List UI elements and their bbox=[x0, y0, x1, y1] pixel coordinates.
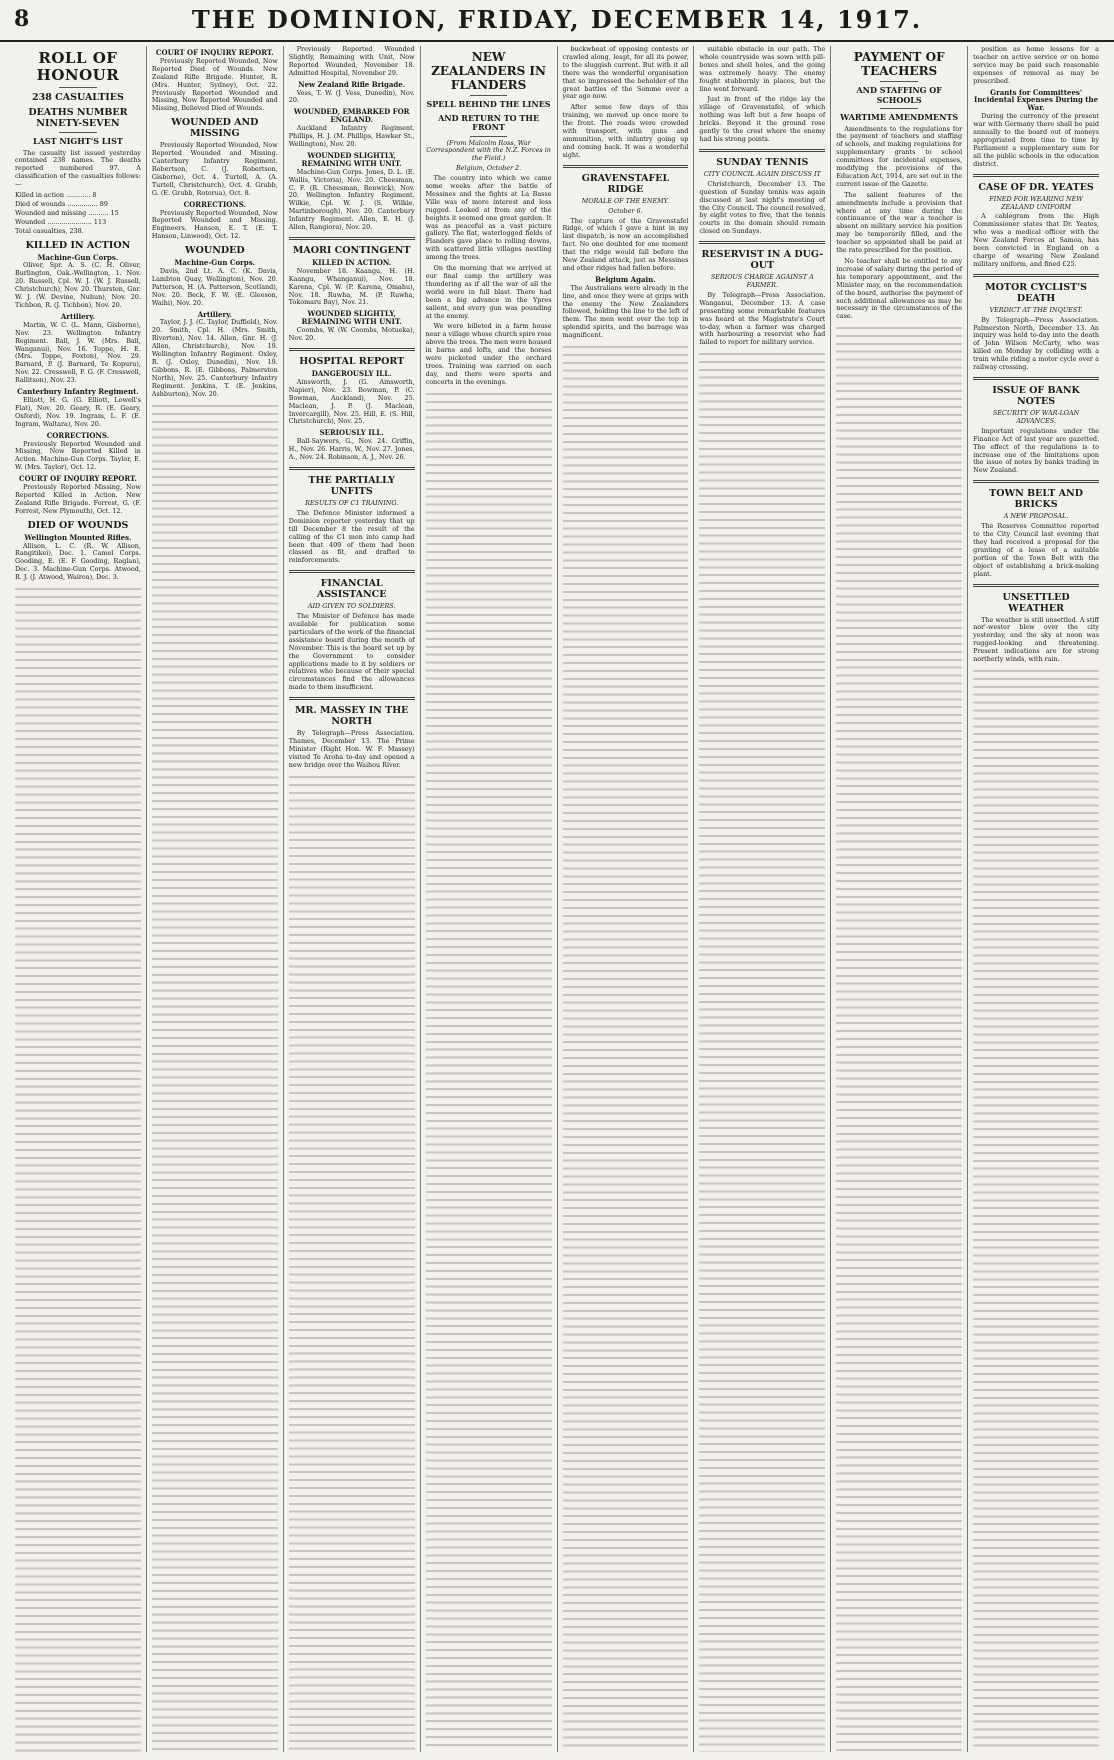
gravenstafel-sub: MORALE OF THE ENEMY. bbox=[581, 196, 670, 205]
column-1 bbox=[10, 46, 147, 1752]
grants-heading: Grants for Committees' Incidental Expenses During the War. bbox=[974, 87, 1099, 113]
column-filler bbox=[15, 585, 141, 1752]
financial-sub: AID GIVEN TO SOLDIERS. bbox=[307, 602, 396, 611]
column-4 bbox=[421, 46, 558, 1752]
hospital-heading: HOSPITAL REPORT bbox=[299, 356, 405, 367]
article-text: By Telegraph—Press Association. Palmerston North, December 13. An inquiry was held to-day into the death of John Wilson McCarty, who was killed on Monday by colliding with a train while riding a motor cycle over a railway crossing. bbox=[973, 315, 1099, 372]
intro-text: Previously Reported Wounded Slightly, Remaining with Unit, Now Reported Wounded, November 18. Admitted Hospital, November 29. bbox=[288, 46, 415, 77]
partial-unfits-heading: THE PARTIALLY UNFITS bbox=[308, 474, 395, 497]
wounded-missing-text: Previously Reported Wounded, Now Reported Wounded and Missing. Canterbury Infantry Regiment. Robertson, C. (J. Robertson, Gisborne), Oct. 4. Turtell, A. (A. Turtell, Christchurch), Oct. 4. Grubb, G. (E. Grubb, Rotorua), Oct. 8. bbox=[151, 141, 278, 197]
article-text: Just in front of the ridge lay the village of Gravenstafel, of which nothing was left but a few heaps of bricks. Beyond it the ground rose gently to the crest where the enemy had his strong points. bbox=[699, 95, 826, 143]
casualty-row: Killed in action ............ 8 bbox=[15, 191, 97, 200]
column-2 bbox=[147, 46, 284, 1752]
column-filler bbox=[699, 350, 825, 1752]
byline: (From Malcolm Ross, War Correspondent with the N.Z. Forces in the Field.) bbox=[426, 138, 551, 163]
motor-sub: VERDICT AT THE INQUEST. bbox=[989, 305, 1083, 314]
dateline: Belgium, October 2. bbox=[455, 164, 522, 173]
unit-heading: Wellington Mounted Rifles. bbox=[24, 532, 132, 542]
article-text: The Australians were already in the line, and once they were at grips with the enemy the New Zealanders followed, holding the line to the left of them. The men went over the top in splendid spirits, and the barrage was magnificent. bbox=[562, 283, 689, 340]
roll-of-honour-heading: ROLL OF HONOUR bbox=[36, 49, 120, 84]
page-number: 8 bbox=[14, 6, 30, 32]
casualties-heading: 238 CASUALTIES bbox=[32, 92, 124, 103]
maori-text: Coombs, W. (W. Coombs, Motueka), Nov. 20. bbox=[288, 326, 415, 343]
court-heading: COURT OF INQUIRY REPORT. bbox=[19, 474, 137, 484]
maori-wounded: WOUNDED SLIGHTLY, REMAINING WITH UNIT. bbox=[301, 309, 402, 327]
last-list-heading: LAST NIGHT'S LIST bbox=[33, 136, 123, 146]
motor-heading: MOTOR CYCLIST'S DEATH bbox=[985, 281, 1088, 304]
article-text: Important regulations under the Finance Act of last year are gazetted. The effect of the regulations is to increase one of the limitations upon the issue of notes by banks trading in New Zealand. bbox=[973, 426, 1099, 475]
unit-heading: Artillery. bbox=[197, 309, 232, 319]
article-text: The capture of the Gravenstafel Ridge, of which I gave a hint in my last dispatch, is now an accomplished fact. No one doubted for one moment that the ridge would fall before the New Zealand attack, just as Messines and other ridges had fallen before. bbox=[562, 216, 689, 272]
article-text: A cablegram from the High Commissioner states that Dr. Yeates, who was a medical officer with the New Zealand Forces at Samoa, has been convicted in England on a charge of wearing New Zealand military uniform, and fined £25. bbox=[973, 212, 1099, 268]
casualty-text: Elliott, H. G. (G. Elliott, Lowell's Flat), Nov. 20. Geary, R. (E. Geary, Oxford), Nov. 19. Ingram, L. F. (E. Ingram, Waltara), Nov. 20. bbox=[15, 395, 141, 428]
remaining-heading: WOUNDED SLIGHTLY, REMAINING WITH UNIT. bbox=[301, 150, 402, 168]
column-8 bbox=[968, 46, 1104, 1752]
casualty-row: Total casualties, 238. bbox=[15, 226, 84, 235]
column-filler bbox=[836, 324, 962, 1752]
casualty-text: Martin, W. C. (L. Mann, Gisborne), Nov. 23. Wellington Infantry Regiment. Ball, J. W. (Mrs. Ball, Wanganui), Nov. 16. Toppe, H. E. (Mrs. Toppe, Foxton), Nov. 29. Barnard, P. (J. Barnard, Te Kopuru), Nov. 22. Cresswell, F. G. (F. Cresswell, Rallitson), Nov. 23. bbox=[15, 320, 141, 385]
corrections-text: Previously Reported Wounded and Missing, Now Reported Killed in Action. Machine-Gun Corps. Taylor, E. W. (Mrs. Taylor), Oct. 12. bbox=[15, 439, 141, 472]
hospital-text: Ainsworth, J. (G. Ainsworth, Napier), Nov. 23. Bowman, P. (C. Bowman, Auckland), Nov. 25. Maclean, J. P. (J. Maclean, Invercargill), Nov. 25. Hill, E. (S. Hill, Christchurch), Nov. 25. bbox=[288, 377, 415, 426]
corrections-heading: CORRECTIONS. bbox=[46, 430, 110, 440]
casualty-text: Auckland Infantry Regiment. Phillips, H. J. (M. Phillips, Hawker St., Wellington), Nov. 20. bbox=[288, 124, 415, 148]
article-text: Amendments to the regulations for the payment of teachers and staffing of schools, and making regulations for supplementary grants to school committees for incidental expenses, modifying the provisions of the Education Act, 1914, are set out in the current issue of the Gazette. bbox=[836, 124, 963, 188]
tennis-sub: CITY COUNCIL AGAIN DISCUSS IT bbox=[703, 169, 821, 178]
teachers-heading: PAYMENT OF TEACHERS bbox=[853, 50, 945, 78]
article-text: suitable obstacle in our path. The whole countryside was sown with pill-boxes and shell holes, and the going was extremely heavy. The enemy fought stubbornly in places, but the line went forward. bbox=[699, 46, 826, 93]
court-text: Previously Reported Missing, Now Reported Killed in Action. New Zealand Rifle Brigade. Forrest, G. (F. Forrest, New Plymouth), Oct. 12. bbox=[15, 483, 141, 515]
column-filler bbox=[426, 390, 552, 1752]
article-text: buckwheat of opposing contests or crawled along, leapt, for all its power, to the sluggish current. But with it all there was the wonderful organisation that so impressed the beholder of the great battles of the Somme over a year ago now. bbox=[562, 46, 689, 101]
article-text: On the morning that we arrived at our final camp the artillery was thundering as if all the war of all the world were in full blast. There had been a big advance in the Ypres salient, and every gun was pounding at the enemy. bbox=[425, 264, 552, 320]
seriously-text: Ball-Saywers, G., Nov. 24. Griffin, H., Nov. 26. Harris, W., Nov. 27. Jones, A., Nov. 24. Robinson, A. J., Nov. 26. bbox=[288, 437, 415, 462]
column-filler bbox=[973, 667, 1099, 1752]
article-text: The Reserves Committee reported to the City Council last evening that they had received a proposal for the granting of a lease of a suitable portion of the Town Belt with the object of establishing a brick-making plant. bbox=[973, 522, 1099, 578]
casualty-row: Wounded and missing .......... 15 bbox=[15, 208, 119, 217]
partial-unfits-text: The Defence Minister informed a Dominion reporter yesterday that up till December 8 the result of the calling of the C1 men into camp had been that 409 of them had been classed as fit, and drafted to reinforcements. bbox=[288, 508, 415, 565]
dugout-sub: SERIOUS CHARGE AGAINST A FARMER. bbox=[710, 273, 814, 290]
article-text: The country into which we came some weeks after the battle of Messines and the fights at La Basse Ville was of more interest and less rugged. Looked at from any of the heights it seemed one great garden. It was as peaceful as a vast picture gallery. The flat, waterlogged fields of Flanders gave place to rolling downs, with scattered little villages nestling among the trees. bbox=[425, 174, 552, 262]
teachers-sub: AND STAFFING OF SCHOOLS bbox=[856, 85, 942, 105]
died-heading: DIED OF WOUNDS bbox=[27, 519, 129, 531]
flanders-sub2: AND RETURN TO THE FRONT bbox=[438, 112, 540, 132]
article-text: The salient features of the amendments include a provision that where at any time during the continuance of the war a teacher is absent on military service his position may be temporarily filled, and the teacher so appointed shall be paid at the rate prescribed for the position. bbox=[836, 190, 963, 255]
casualty-row: Died of wounds ............... 89 bbox=[15, 199, 108, 208]
unit-heading: Machine-Gun Corps. bbox=[174, 258, 256, 268]
seriously-heading: SERIOUSLY ILL. bbox=[319, 428, 384, 438]
yeates-sub: FINED FOR WEARING NEW ZEALAND UNIFORM bbox=[989, 194, 1083, 211]
teachers-sub2: WARTIME AMENDMENTS bbox=[840, 112, 959, 122]
column-filler bbox=[289, 773, 415, 1752]
bank-heading: ISSUE OF BANK NOTES bbox=[992, 385, 1080, 407]
court-heading: COURT OF INQUIRY REPORT. bbox=[155, 48, 274, 57]
column-3 bbox=[284, 46, 421, 1752]
gravenstafel-date: October 6. bbox=[608, 206, 643, 215]
newspaper-columns bbox=[10, 46, 1104, 1752]
killed-heading: KILLED IN ACTION bbox=[25, 239, 131, 251]
article-text: position as home lessons for a teacher on active service or on home service may be paid such reasonable expenses of removal as may be prescribed. bbox=[973, 46, 1099, 85]
column-filler bbox=[152, 402, 278, 1752]
casualty-intro: The casualty list issued yesterday contained 238 names. The deaths reported numbered 97. A classification of the casualties follows:— bbox=[15, 148, 141, 189]
column-7 bbox=[831, 46, 968, 1752]
belt-heading: TOWN BELT AND BRICKS bbox=[989, 488, 1083, 511]
maori-text: November 18. Kaangu, H. (H. Kaangu, Whanganui), Nov. 18. Karena, Cpl. W. (P. Karena, Omahu), Nov. 18. Ruwha, M. (P. Ruwha, Tokomaru Bay), Nov. 21. bbox=[288, 266, 415, 307]
casualty-text: Taylor, J. J. (C. Taylor, Duffield), Nov. 20. Smith, Cpl. H. (Mrs. Smith, Riverton), Nov. 14. Allen, Gnr. H. (J. Allen, Christchurch), Nov. 19. Wellington Infantry Regiment. Oxley, R. (J. Oxley, Dunedin), Nov. 19. Gibbons, R. (E. Gibbons, Palmerston North), Nov. 25. Canterbury Infantry Regiment. Jenkins, T. (E. Jenkins, Ashburton), Nov. 20. bbox=[151, 318, 278, 398]
flanders-heading: NEW ZEALANDERS IN FLANDERS bbox=[431, 50, 546, 92]
corrections-text: Previously Reported Wounded, Now Reported Wounded and Missing. Engineers. Hanson, E. T. (E. T. Hanson, Linwood), Oct. 12. bbox=[151, 208, 278, 241]
column-6 bbox=[694, 46, 831, 1752]
massey-heading: MR. MASSEY IN THE NORTH bbox=[294, 705, 409, 728]
maori-heading: MAORI CONTINGENT bbox=[292, 244, 411, 256]
bank-sub: SECURITY OF WAR-LOAN ADVANCES. bbox=[992, 409, 1080, 425]
article-text: We were billeted in a farm house near a village whose church spire rose above the trees. The men were housed in barns and lofts, and the horses were picketed under the orchard trees. Training was carried on each day, and there were sports and concerts in the evenings. bbox=[425, 322, 552, 386]
article-text: No teacher shall be entitled to any increase of salary during the period of his temporary appointment, and the Minister may, on the recommendation of the board, authorise the payment of such additional allowances as may be necessary in the circumstances of the case. bbox=[836, 257, 963, 321]
massey-text: By Telegraph—Press Association. Thames, December 13. The Prime Minister (Right Hon. W. F. Massey) visited Te Aroha to-day and opened a new bridge over the Waihou River. bbox=[288, 729, 415, 769]
article-text: After some few days of this training, we moved up once more to the front. The roads were crowded with transport, with guns and ammunition, with infantry going up and coming back. It was a wonderful sight. bbox=[562, 103, 689, 159]
corrections-heading: CORRECTIONS. bbox=[183, 199, 247, 209]
dugout-text: By Telegraph—Press Association. Wanganui, December 13. A case presenting some remarkable features was heard at the Magistrate's Court to-day, when a farmer was charged with harbouring a reservist who had failed to report for military service. bbox=[699, 290, 826, 347]
casualty-table bbox=[15, 192, 141, 236]
embarked-heading: WOUNDED, EMBARKED FOR ENGLAND. bbox=[293, 107, 410, 125]
column-filler bbox=[563, 343, 689, 1752]
weather-heading: UNSETTLED WEATHER bbox=[1002, 591, 1070, 614]
article-text: The weather is still unsettled. A stiff nor'-wester blew over the city yesterday, and the sky at noon was rugged-looking and threatening. Present indications are for strong northerly winds, with rain. bbox=[973, 615, 1099, 664]
casualty-row: Wounded ...................... 113 bbox=[15, 217, 107, 226]
casualty-text: Vess, T. W. (J. Vess, Dunedin), Nov. 20. bbox=[288, 88, 415, 105]
casualty-text: Oliver, Spr. A. S. (C. H. Oliver, Burlington, Oak.-Wellington, 1. Nov. 20. Russell, Cpl. W. J. (W. J. Russell, Christchurch), Nov. 20. Thurston, Gnr. W. J. (W. Devine, Nuhun), Nov. 20. Tichbon, R. (J. Tichbon), Nov. 20. bbox=[15, 261, 141, 309]
casualty-text: Machine-Gun Corps. Jones, D. L. (E. Wallis, Victoria), Nov. 20. Cheesman, C. F. (R. Cheesman, Renwick), Nov. 20. Wellington Infantry Regiment. Wilkie, Cpl. W. J. (S. Wilkie, Martinborough), Nov. 20. Canterbury Infantry Regiment. Allen, E. H. (J. Allen, Rangiora), Nov. 20. bbox=[288, 167, 415, 232]
masthead bbox=[0, 0, 1114, 42]
tennis-text: Christchurch, December 13. The question of Sunday tennis was again discussed at last night's meeting of the City Council. The council resolved, by eight votes to five, that the tennis courts in the domain should remain closed on Sundays. bbox=[699, 179, 826, 236]
wounded-missing-heading: WOUNDED AND MISSING bbox=[171, 117, 259, 140]
maori-sub: KILLED IN ACTION. bbox=[312, 257, 392, 267]
column-5 bbox=[558, 46, 695, 1752]
deaths-heading: DEATHS NUMBER NINETY-SEVEN bbox=[28, 107, 128, 129]
flanders-sub: SPELL BEHIND THE LINES bbox=[426, 99, 551, 109]
casualty-text: Davis, 2nd Lt. A. C. (K. Davis, Lambton Quay, Wellington), Nov. 20. Patterson, H. (A. Patterson, Scotland), Nov. 20. Beck, F. W. (E. Gleeson, Waihi), Nov. 20. bbox=[151, 267, 278, 307]
hospital-sub: DANGEROUSLY ILL. bbox=[311, 369, 392, 378]
unit-heading: Artillery. bbox=[60, 311, 96, 321]
partial-unfits-sub: RESULTS OF C1 TRAINING. bbox=[305, 498, 399, 507]
unit-heading: New Zealand Rifle Brigade. bbox=[298, 79, 406, 89]
financial-heading: FINANCIAL ASSISTANCE bbox=[316, 578, 387, 601]
article-text: During the currency of the present war with Germany there shall be paid annually to the board out of moneys appropriated from time to time by Parliament a supplementary sum for all the public schools in the education district. bbox=[973, 112, 1099, 168]
court-text: Previously Reported Wounded, Now Reported Died of Wounds. New Zealand Rifle Brigade. Hunter, R. (Mrs. Hunter, Sydney), Oct. 22. Previously Reported Wounded and Missing, Now Reported Wounded and Missing, Believed Died of Wounds. bbox=[151, 56, 278, 113]
belt-sub: A NEW PROPOSAL. bbox=[1003, 512, 1069, 521]
unit-heading: Machine-Gun Corps. bbox=[37, 252, 119, 262]
newspaper-title: THE DOMINION, FRIDAY, DECEMBER 14, 1917. bbox=[191, 5, 923, 34]
tennis-heading: SUNDAY TENNIS bbox=[716, 156, 809, 168]
dugout-heading: RESERVIST IN A DUG-OUT bbox=[701, 249, 824, 272]
casualty-text: Allison, L. C. (R. W. Allison, Rangitikei), Dec. 1. Camel Corps. Gooding, E. (E. F. Gooding, Raglan), Dec. 3. Machine-Gun Corps. Atwood, R. J. (J. Atwood, Wairoa), Dec. 3. bbox=[15, 541, 141, 582]
yeates-heading: CASE OF DR. YEATES bbox=[978, 181, 1094, 193]
unit-heading: Canterbury Infantry Regiment. bbox=[17, 387, 139, 397]
wounded-heading: WOUNDED bbox=[184, 245, 245, 257]
gravenstafel-heading: GRAVENSTAFEL RIDGE bbox=[581, 172, 670, 195]
belgium-again-heading: Belgium Again. bbox=[595, 274, 656, 284]
financial-text: The Minister of Defence has made available for publication some particulars of the work of the financial assistance board during the month of November. This is the board set up by the Government to consider applications made to it by soldiers or relatives who because of their special circumstances find the allowances made to them insufficient. bbox=[288, 612, 415, 692]
